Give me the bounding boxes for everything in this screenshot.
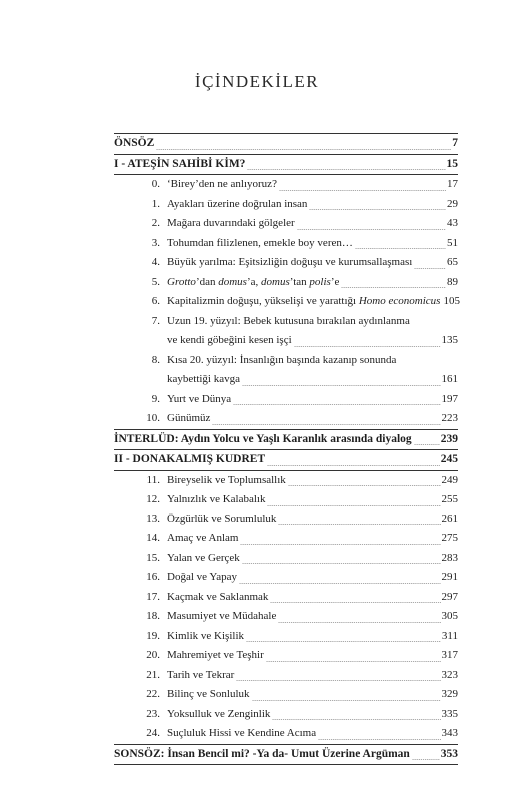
toc-label: İNTERLÜD: Aydın Yolcu ve Yaşlı Karanlık arasında diyalog	[114, 432, 412, 445]
toc-page: 335	[441, 707, 458, 720]
toc-number: 15.	[146, 551, 160, 564]
toc-label: Özgürlük ve Sorumluluk	[167, 512, 277, 525]
dot-leader	[266, 661, 441, 662]
toc-entry-18[interactable]	[114, 607, 458, 627]
toc-entry-5[interactable]	[114, 273, 458, 293]
toc-label: Kısa 20. yüzyıl: İnsanlığın başında kazanıp sonunda	[167, 353, 397, 366]
toc-number: 21.	[146, 668, 160, 681]
toc-page: 245	[440, 453, 458, 465]
toc-entry-20[interactable]	[114, 646, 458, 666]
dot-leader	[242, 385, 440, 386]
toc-page: 239	[440, 432, 458, 445]
toc-number: 14.	[146, 532, 160, 544]
dot-leader	[270, 602, 440, 603]
toc-page: 51	[447, 236, 458, 249]
toc-entry-19[interactable]	[114, 627, 458, 647]
toc-number: 18.	[146, 610, 160, 622]
toc-number: 12.	[146, 493, 160, 505]
toc-label: Tarih ve Tekrar	[167, 668, 235, 681]
toc-label-italic: polis	[309, 275, 331, 288]
page-title: İÇİNDEKİLER	[194, 72, 320, 91]
dot-leader	[341, 287, 446, 288]
toc-label: Yalan ve Gerçek	[167, 551, 240, 564]
toc-page: 297	[441, 590, 458, 603]
toc-page: 343	[441, 727, 458, 739]
toc-entry-7[interactable]	[114, 312, 458, 351]
toc-label: Mağara duvarındaki gölgeler	[167, 217, 295, 229]
toc-label: I - ATEŞİN SAHİBİ KİM?	[114, 157, 246, 170]
dot-leader	[212, 424, 440, 425]
toc-label: Yalnızlık ve Kalabalık	[167, 493, 266, 505]
toc-entry-3[interactable]	[114, 234, 458, 254]
toc-label: ÖNSÖZ	[114, 137, 155, 149]
toc-label: II - DONAKALMIŞ KUDRET	[114, 453, 266, 465]
toc-number: 9.	[151, 392, 160, 405]
toc-entry-sonsoz[interactable]	[114, 745, 458, 766]
dot-leader	[412, 759, 440, 760]
toc-label-italic: domus	[218, 275, 247, 288]
dot-leader	[272, 719, 440, 720]
toc-number: 5.	[151, 275, 160, 288]
toc-entry-14[interactable]	[114, 529, 458, 549]
dot-leader	[278, 524, 440, 525]
toc-entry-line	[114, 370, 458, 390]
dot-leader	[414, 444, 440, 445]
toc-page: 317	[441, 649, 458, 661]
dot-leader	[267, 505, 440, 506]
toc-page: 353	[440, 747, 458, 760]
toc-entry-part-2[interactable]	[114, 450, 458, 471]
toc-entry-9[interactable]	[114, 390, 458, 410]
toc-label: Günümüz	[167, 412, 211, 424]
toc-label: Suçluluk Hissi ve Kendine Acıma	[167, 727, 317, 739]
toc-label-italic: Homo economicus	[358, 295, 441, 307]
toc-page: 323	[441, 668, 458, 681]
toc-label-continued: kaybettiği kavga	[167, 373, 241, 385]
toc-number: 0.	[151, 178, 160, 190]
dot-leader	[297, 229, 446, 230]
toc-label: Yoksulluk ve Zenginlik	[167, 707, 271, 720]
toc-label: Yurt ve Dünya	[167, 392, 232, 405]
toc-number: 23.	[146, 707, 160, 720]
toc-page: 249	[441, 473, 458, 486]
toc-entry-22[interactable]	[114, 685, 458, 705]
dot-leader	[240, 544, 440, 545]
toc-number: 19.	[146, 629, 160, 642]
toc-entry-16[interactable]	[114, 568, 458, 588]
toc-page: 283	[441, 551, 458, 564]
toc-page: 275	[441, 532, 458, 544]
toc-entry-onsoz[interactable]	[114, 134, 458, 155]
dot-leader	[279, 190, 446, 191]
dot-leader	[247, 169, 445, 170]
toc-entry-line	[114, 331, 458, 351]
toc-number: 10.	[146, 412, 160, 424]
toc-number: 2.	[151, 217, 160, 229]
toc-number: 22.	[146, 688, 160, 700]
dot-leader	[246, 641, 441, 642]
dot-leader	[288, 485, 441, 486]
toc-number: 20.	[146, 649, 160, 661]
toc-page: 7	[452, 137, 458, 149]
toc-label-part: ’tan	[289, 275, 310, 288]
toc-label: Tohumdan filizlenen, emekle boy veren…	[167, 236, 353, 249]
dot-leader	[236, 680, 440, 681]
toc-page: 17	[447, 178, 458, 190]
toc-number: 17.	[146, 590, 160, 603]
toc-number: 16.	[146, 571, 160, 583]
toc-entry-0[interactable]	[114, 175, 458, 195]
toc-number: 11.	[146, 473, 160, 486]
toc-label: Masumiyet ve Müdahale	[167, 610, 277, 622]
toc-page: 311	[441, 629, 458, 642]
dot-leader	[267, 465, 440, 466]
toc-label: SONSÖZ: İnsan Bencil mi? -Ya da- Umut Üzerine Argüman	[114, 747, 410, 760]
toc-label: Doğal ve Yapay	[167, 571, 237, 583]
toc-page: 135	[441, 334, 458, 346]
toc-label-part: ’dan	[195, 275, 219, 288]
toc-label-italic: domus	[261, 275, 290, 288]
toc-label: Uzun 19. yüzyıl: Bebek kutusuna bırakılan aydınlanma	[167, 314, 410, 327]
toc-number: 8.	[151, 353, 160, 366]
toc-page: 65	[447, 256, 458, 268]
toc-label-italic: Grotto	[167, 275, 196, 288]
dot-leader	[233, 404, 440, 405]
toc-label-part: ’a,	[246, 275, 262, 288]
toc-page: 29	[447, 197, 458, 210]
toc-label: Büyük yarılma: Eşitsizliğin doğuşu ve kurumsallaşması	[167, 256, 413, 268]
dot-leader	[239, 583, 441, 584]
toc-entry-4[interactable]	[114, 253, 458, 273]
toc-entry-12[interactable]	[114, 490, 458, 510]
toc-label: Mahremiyet ve Teşhir	[167, 649, 264, 661]
toc-entry-8[interactable]	[114, 351, 458, 390]
toc-page: 261	[441, 512, 458, 525]
toc-entry-line	[114, 312, 458, 332]
toc-entry-6[interactable]	[114, 292, 458, 312]
toc-label: Bilinç ve Sonluluk	[167, 688, 250, 700]
toc-page: 223	[441, 412, 458, 424]
toc-page: 291	[441, 571, 458, 583]
toc-entry-15[interactable]	[114, 549, 458, 569]
dot-leader	[294, 346, 441, 347]
toc-entry-part-1[interactable]	[114, 155, 458, 176]
toc-page: 89	[447, 275, 458, 288]
toc-number: 7.	[151, 314, 160, 327]
toc-entry-2[interactable]	[114, 214, 458, 234]
toc-label	[167, 292, 440, 312]
toc-number: 1.	[151, 197, 160, 210]
dot-leader	[156, 149, 451, 150]
toc-label: Amaç ve Anlam	[167, 532, 239, 544]
toc-number: 6.	[151, 295, 160, 307]
dot-leader	[252, 700, 441, 701]
toc-entry-17[interactable]	[114, 588, 458, 608]
dot-leader	[309, 209, 446, 210]
toc-page: 255	[441, 493, 458, 505]
toc-page: 329	[441, 688, 458, 700]
toc-entry-10[interactable]	[114, 409, 458, 430]
toc-number: 3.	[151, 236, 160, 249]
toc-number: 24.	[146, 727, 160, 739]
toc-label: Bireyselik ve Toplumsallık	[167, 473, 286, 486]
toc-page: 105	[443, 295, 460, 307]
toc-number: 4.	[151, 256, 160, 268]
toc-page: 305	[441, 610, 458, 622]
toc-number: 13.	[146, 512, 160, 525]
toc-page: 197	[441, 392, 458, 405]
toc-page: 43	[447, 217, 458, 229]
dot-leader	[355, 248, 446, 249]
toc-label: Kaçmak ve Saklanmak	[167, 590, 269, 603]
toc-page: 161	[441, 373, 458, 385]
toc-entry-11[interactable]	[114, 471, 458, 491]
toc-label-part: Kapitalizmin doğuşu, yükselişi ve yarattığı	[167, 295, 359, 307]
toc-page: 15	[446, 157, 458, 170]
toc-entry-1[interactable]	[114, 195, 458, 215]
dot-leader	[318, 739, 440, 740]
toc-label	[167, 273, 339, 293]
dot-leader	[414, 268, 446, 269]
table-of-contents	[114, 133, 458, 765]
toc-label: Ayakları üzerine doğrulan insan	[167, 197, 308, 210]
toc-label-part: ’e	[330, 275, 340, 288]
dot-leader	[278, 622, 440, 623]
toc-label-continued: ve kendi göbeğini kesen işçi	[167, 334, 292, 346]
toc-label: Kimlik ve Kişilik	[167, 629, 244, 642]
dot-leader	[242, 563, 441, 564]
toc-entry-line	[114, 351, 458, 371]
toc-entry-21[interactable]	[114, 666, 458, 686]
toc-entry-13[interactable]	[114, 510, 458, 530]
toc-entry-interlude[interactable]	[114, 430, 458, 451]
toc-entry-24[interactable]	[114, 724, 458, 745]
toc-label: ‘Birey’den ne anlıyoruz?	[167, 178, 277, 190]
toc-entry-23[interactable]	[114, 705, 458, 725]
